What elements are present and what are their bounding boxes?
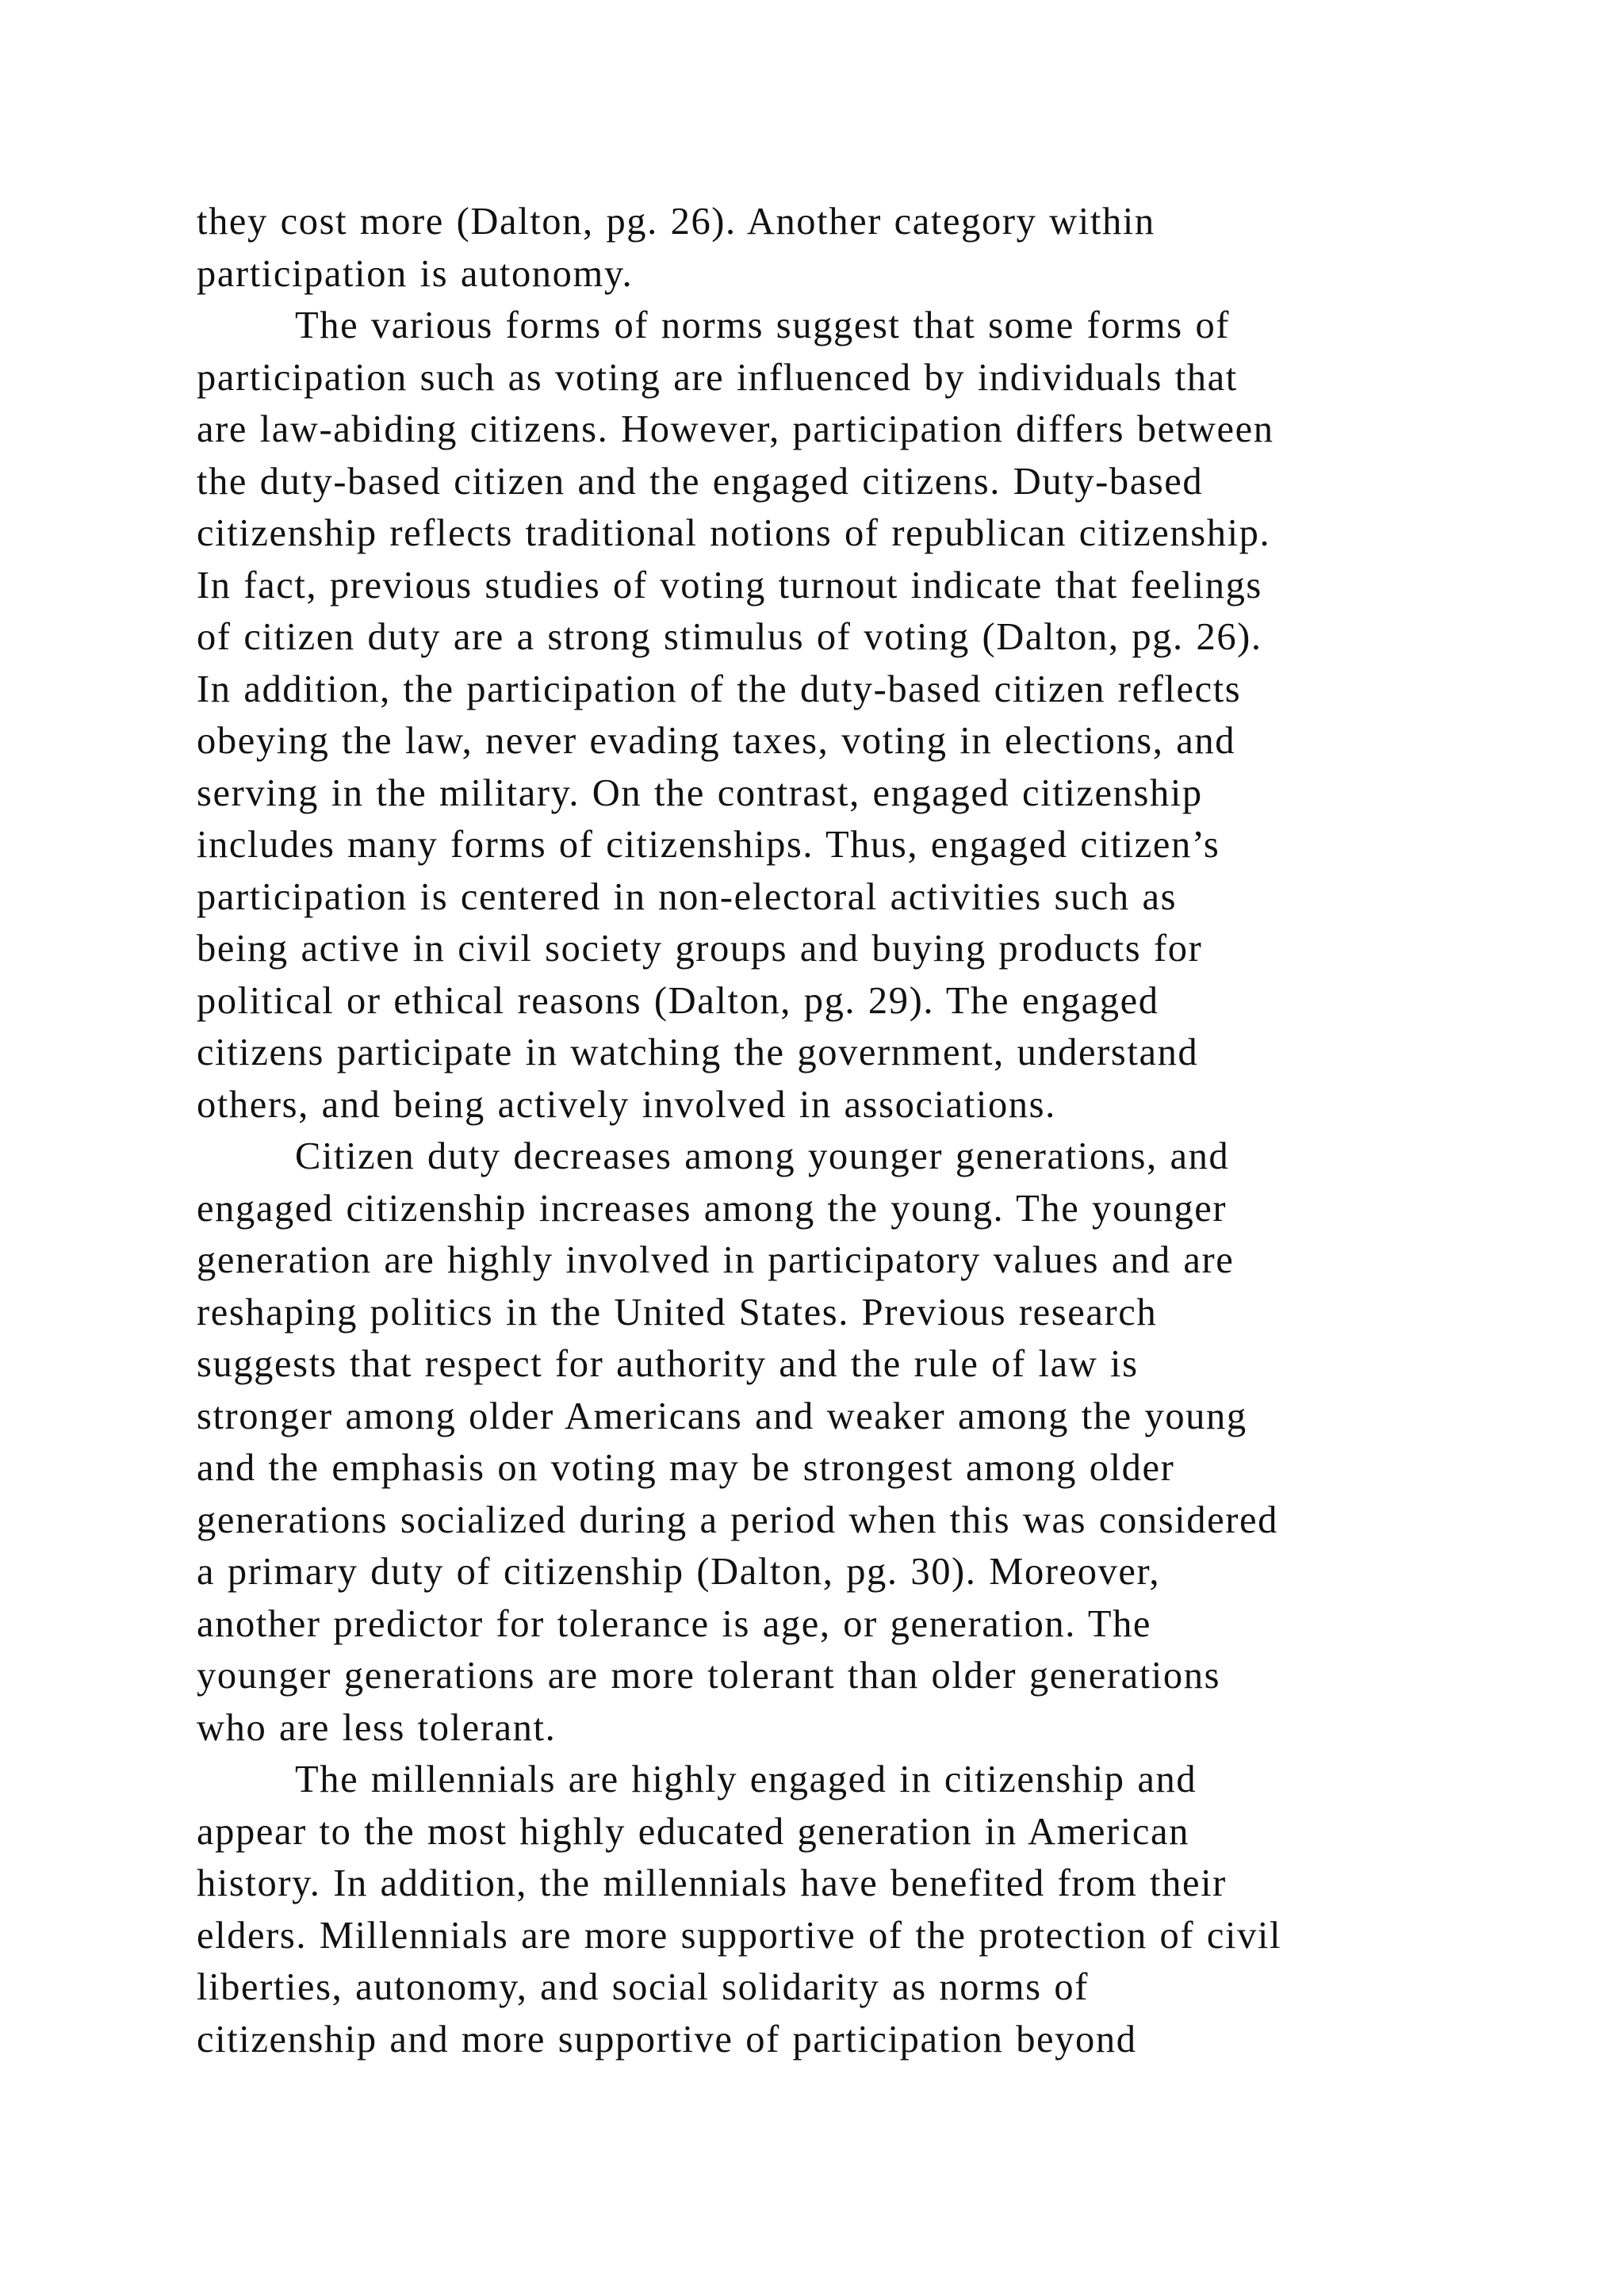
- text-line: who are less tolerant.: [197, 1706, 557, 1749]
- text-line: history. In addition, the millennials have benefited from their: [197, 1862, 1227, 1904]
- text-line: citizenship reflects traditional notions of republican citizenship.: [197, 512, 1271, 554]
- text-line: political or ethical reasons (Dalton, pg. 29). The engaged: [197, 979, 1159, 1022]
- text-line: the duty-based citizen and the engaged citizens. Duty-based: [197, 460, 1204, 503]
- text-line: and the emphasis on voting may be strongest among older: [197, 1447, 1175, 1489]
- text-line: engaged citizenship increases among the young. The younger: [197, 1187, 1228, 1230]
- text-line: reshaping politics in the United States. Previous research: [197, 1291, 1158, 1334]
- text-line: participation such as voting are influenced by individuals that: [197, 356, 1238, 399]
- text-line: includes many forms of citizenships. Thus, engaged citizen’s: [197, 824, 1220, 866]
- paragraph-first-line: Citizen duty decreases among younger generations, and: [295, 1135, 1230, 1177]
- text-line: they cost more (Dalton, pg. 26). Another category within: [197, 201, 1155, 243]
- text-line: In addition, the participation of the duty-based citizen reflects: [197, 668, 1242, 710]
- text-line: serving in the military. On the contrast, engaged citizenship: [197, 771, 1203, 814]
- text-line: of citizen duty are a strong stimulus of voting (Dalton, pg. 26).: [197, 616, 1262, 658]
- text-line: generation are highly involved in participatory values and are: [197, 1239, 1235, 1281]
- text-line: obeying the law, never evading taxes, voting in elections, and: [197, 720, 1236, 762]
- paragraph-first-line: The various forms of norms suggest that some forms of: [295, 304, 1231, 346]
- text-line: younger generations are more tolerant than older generations: [197, 1655, 1221, 1697]
- text-line: are law-abiding citizens. However, participation differs between: [197, 408, 1274, 450]
- text-line: generations socialized during a period when this was considered: [197, 1498, 1278, 1541]
- text-line: being active in civil society groups and buying products for: [197, 928, 1203, 970]
- text-line: participation is centered in non-electoral activities such as: [197, 875, 1178, 918]
- text-line: suggests that respect for authority and the rule of law is: [197, 1343, 1139, 1385]
- text-line: appear to the most highly educated generation in American: [197, 1810, 1189, 1853]
- body-text: [197, 196, 1481, 2065]
- text-line: citizenship and more supportive of participation beyond: [197, 2018, 1137, 2061]
- text-line: elders. Millennials are more supportive of the protection of civil: [197, 1914, 1282, 1957]
- text-line: another predictor for tolerance is age, or generation. The: [197, 1602, 1152, 1645]
- text-line: In fact, previous studies of voting turnout indicate that feelings: [197, 564, 1262, 607]
- text-line: others, and being actively involved in associations.: [197, 1083, 1056, 1126]
- text-line: participation is autonomy.: [197, 252, 634, 295]
- text-line: liberties, autonomy, and social solidarity as norms of: [197, 1966, 1089, 2008]
- text-line: citizens participate in watching the government, understand: [197, 1031, 1199, 1073]
- paragraph-first-line: The millennials are highly engaged in citizenship and: [295, 1758, 1197, 1800]
- text-line: stronger among older Americans and weaker among the young: [197, 1395, 1247, 1437]
- text-line: a primary duty of citizenship (Dalton, pg. 30). Moreover,: [197, 1551, 1161, 1593]
